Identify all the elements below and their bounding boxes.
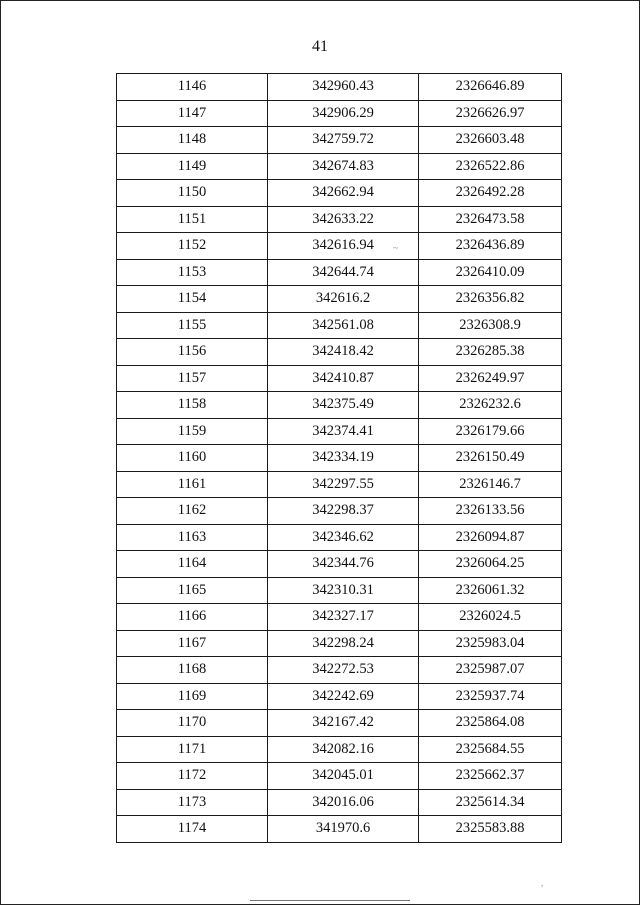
table-row bbox=[117, 763, 562, 790]
table-row bbox=[117, 153, 562, 180]
x-coordinate-cell: 342298.24 bbox=[268, 630, 419, 657]
table-row bbox=[117, 498, 562, 525]
x-coordinate-cell: 342633.22 bbox=[268, 206, 419, 233]
y-coordinate-cell: 2325937.74 bbox=[419, 683, 562, 710]
point-id-cell: 1152 bbox=[117, 233, 268, 260]
x-coordinate-cell: 342297.55 bbox=[268, 471, 419, 498]
x-coordinate-cell: 342616.2 bbox=[268, 286, 419, 313]
point-id-cell: 1157 bbox=[117, 365, 268, 392]
y-coordinate-cell: 2326522.86 bbox=[419, 153, 562, 180]
x-coordinate-cell: 342410.87 bbox=[268, 365, 419, 392]
y-coordinate-cell: 2326646.89 bbox=[419, 74, 562, 101]
table-row bbox=[117, 392, 562, 419]
y-coordinate-cell: 2326436.89 bbox=[419, 233, 562, 260]
point-id-cell: 1160 bbox=[117, 445, 268, 472]
y-coordinate-cell: 2326308.9 bbox=[419, 312, 562, 339]
x-coordinate-cell: 342906.29 bbox=[268, 100, 419, 127]
y-coordinate-cell: 2325614.34 bbox=[419, 789, 562, 816]
scan-speck: , bbox=[541, 878, 544, 888]
table-row bbox=[117, 233, 562, 260]
point-id-cell: 1146 bbox=[117, 74, 268, 101]
table-row bbox=[117, 418, 562, 445]
table-row bbox=[117, 339, 562, 366]
point-id-cell: 1167 bbox=[117, 630, 268, 657]
point-id-cell: 1168 bbox=[117, 657, 268, 684]
bottom-scan-rule bbox=[250, 900, 410, 901]
table-row bbox=[117, 471, 562, 498]
y-coordinate-cell: 2325864.08 bbox=[419, 710, 562, 737]
point-id-cell: 1163 bbox=[117, 524, 268, 551]
coordinate-table bbox=[116, 73, 562, 843]
point-id-cell: 1151 bbox=[117, 206, 268, 233]
table-row bbox=[117, 736, 562, 763]
point-id-cell: 1159 bbox=[117, 418, 268, 445]
y-coordinate-cell: 2326356.82 bbox=[419, 286, 562, 313]
point-id-cell: 1170 bbox=[117, 710, 268, 737]
point-id-cell: 1150 bbox=[117, 180, 268, 207]
x-coordinate-cell: 342298.37 bbox=[268, 498, 419, 525]
y-coordinate-cell: 2326179.66 bbox=[419, 418, 562, 445]
table-row bbox=[117, 74, 562, 101]
x-coordinate-cell: 342310.31 bbox=[268, 577, 419, 604]
table-row bbox=[117, 365, 562, 392]
x-coordinate-cell: 342016.06 bbox=[268, 789, 419, 816]
y-coordinate-cell: 2326061.32 bbox=[419, 577, 562, 604]
point-id-cell: 1162 bbox=[117, 498, 268, 525]
point-id-cell: 1172 bbox=[117, 763, 268, 790]
y-coordinate-cell: 2326603.48 bbox=[419, 127, 562, 154]
x-coordinate-cell: 342561.08 bbox=[268, 312, 419, 339]
table-row bbox=[117, 816, 562, 843]
table-row bbox=[117, 683, 562, 710]
x-coordinate-cell: 342272.53 bbox=[268, 657, 419, 684]
point-id-cell: 1156 bbox=[117, 339, 268, 366]
table-row bbox=[117, 657, 562, 684]
point-id-cell: 1153 bbox=[117, 259, 268, 286]
x-coordinate-cell: 342616.94 bbox=[268, 233, 419, 260]
x-coordinate-cell: 342960.43 bbox=[268, 74, 419, 101]
x-coordinate-cell: 342374.41 bbox=[268, 418, 419, 445]
y-coordinate-cell: 2326410.09 bbox=[419, 259, 562, 286]
point-id-cell: 1149 bbox=[117, 153, 268, 180]
x-coordinate-cell: 342759.72 bbox=[268, 127, 419, 154]
coordinate-table-body bbox=[117, 74, 562, 843]
x-coordinate-cell: 342242.69 bbox=[268, 683, 419, 710]
x-coordinate-cell: 342327.17 bbox=[268, 604, 419, 631]
y-coordinate-cell: 2325583.88 bbox=[419, 816, 562, 843]
y-coordinate-cell: 2325684.55 bbox=[419, 736, 562, 763]
x-coordinate-cell: 342344.76 bbox=[268, 551, 419, 578]
y-coordinate-cell: 2326249.97 bbox=[419, 365, 562, 392]
point-id-cell: 1158 bbox=[117, 392, 268, 419]
y-coordinate-cell: 2326492.28 bbox=[419, 180, 562, 207]
point-id-cell: 1147 bbox=[117, 100, 268, 127]
table-row bbox=[117, 524, 562, 551]
page-number: 41 bbox=[312, 38, 328, 55]
table-row bbox=[117, 789, 562, 816]
y-coordinate-cell: 2326473.58 bbox=[419, 206, 562, 233]
y-coordinate-cell: 2325662.37 bbox=[419, 763, 562, 790]
y-coordinate-cell: 2326064.25 bbox=[419, 551, 562, 578]
y-coordinate-cell: 2326232.6 bbox=[419, 392, 562, 419]
x-coordinate-cell: 342375.49 bbox=[268, 392, 419, 419]
point-id-cell: 1164 bbox=[117, 551, 268, 578]
table-row bbox=[117, 286, 562, 313]
point-id-cell: 1173 bbox=[117, 789, 268, 816]
table-row bbox=[117, 206, 562, 233]
x-coordinate-cell: 342045.01 bbox=[268, 763, 419, 790]
point-id-cell: 1165 bbox=[117, 577, 268, 604]
table-row bbox=[117, 630, 562, 657]
x-coordinate-cell: 342644.74 bbox=[268, 259, 419, 286]
y-coordinate-cell: 2326094.87 bbox=[419, 524, 562, 551]
y-coordinate-cell: 2326146.7 bbox=[419, 471, 562, 498]
y-coordinate-cell: 2325987.07 bbox=[419, 657, 562, 684]
x-coordinate-cell: 341970.6 bbox=[268, 816, 419, 843]
point-id-cell: 1148 bbox=[117, 127, 268, 154]
table-row bbox=[117, 127, 562, 154]
point-id-cell: 1169 bbox=[117, 683, 268, 710]
x-coordinate-cell: 342167.42 bbox=[268, 710, 419, 737]
table-row bbox=[117, 312, 562, 339]
table-row bbox=[117, 551, 562, 578]
y-coordinate-cell: 2326285.38 bbox=[419, 339, 562, 366]
point-id-cell: 1155 bbox=[117, 312, 268, 339]
x-coordinate-cell: 342418.42 bbox=[268, 339, 419, 366]
table-row bbox=[117, 259, 562, 286]
table-row bbox=[117, 604, 562, 631]
table-row bbox=[117, 100, 562, 127]
point-id-cell: 1161 bbox=[117, 471, 268, 498]
x-coordinate-cell: 342346.62 bbox=[268, 524, 419, 551]
point-id-cell: 1171 bbox=[117, 736, 268, 763]
y-coordinate-cell: 2325983.04 bbox=[419, 630, 562, 657]
x-coordinate-cell: 342082.16 bbox=[268, 736, 419, 763]
x-coordinate-cell: 342334.19 bbox=[268, 445, 419, 472]
table-row bbox=[117, 180, 562, 207]
x-coordinate-cell: 342662.94 bbox=[268, 180, 419, 207]
y-coordinate-cell: 2326626.97 bbox=[419, 100, 562, 127]
table-row bbox=[117, 577, 562, 604]
y-coordinate-cell: 2326150.49 bbox=[419, 445, 562, 472]
point-id-cell: 1166 bbox=[117, 604, 268, 631]
table-row bbox=[117, 710, 562, 737]
x-coordinate-cell: 342674.83 bbox=[268, 153, 419, 180]
table-row bbox=[117, 445, 562, 472]
scan-speck: ~ bbox=[393, 243, 398, 253]
point-id-cell: 1154 bbox=[117, 286, 268, 313]
y-coordinate-cell: 2326024.5 bbox=[419, 604, 562, 631]
point-id-cell: 1174 bbox=[117, 816, 268, 843]
y-coordinate-cell: 2326133.56 bbox=[419, 498, 562, 525]
